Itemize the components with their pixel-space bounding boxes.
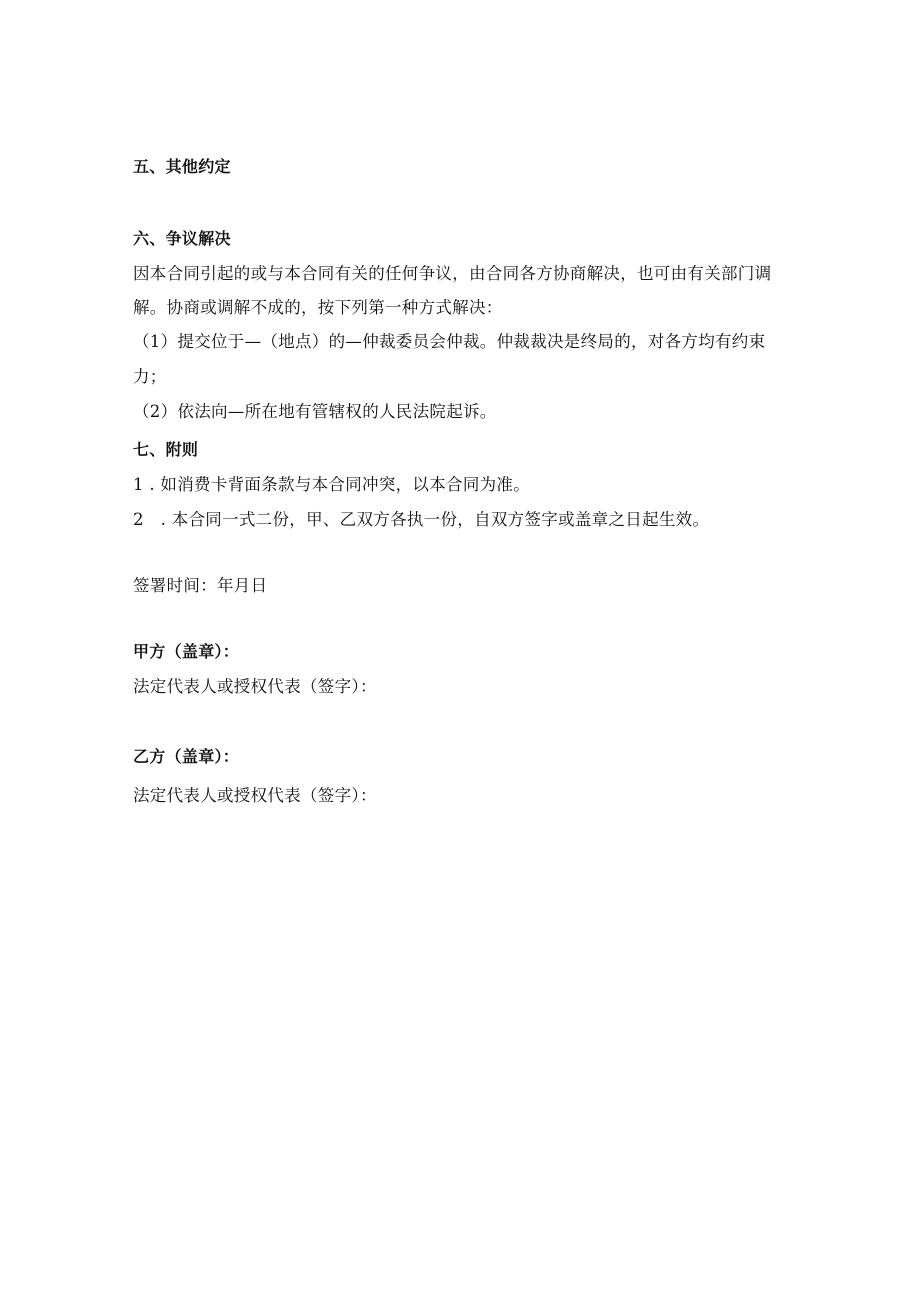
party-a-representative-label: 法定代表人或授权代表（签字）： — [133, 677, 377, 696]
section-6-paragraph-line-1: 因本合同引起的或与本合同有关的任何争议，由合同各方协商解决，也可由有关部门调 — [133, 264, 772, 283]
section-7-item-2: 2 . 本合同一式二份，甲、乙双方各执一份，自双方签字或盖章之日起生效。 — [133, 510, 710, 529]
party-b-representative-label: 法定代表人或授权代表（签字）： — [133, 786, 377, 805]
section-5-title: 五、其他约定 — [133, 157, 231, 176]
section-6-paragraph-line-2: 解。协商或调解不成的，按下列第一种方式解决： — [133, 298, 503, 317]
section-6-title: 六、争议解决 — [133, 229, 231, 248]
party-b-seal-label: 乙方（盖章）： — [133, 747, 240, 766]
party-a-seal-label: 甲方（盖章）： — [133, 642, 240, 661]
section-7-title: 七、附则 — [133, 440, 199, 459]
signing-date-label: 签署时间：年月日 — [133, 576, 268, 595]
section-6-item-2: （2）依法向—所在地有管辖权的人民法院起诉。 — [133, 402, 497, 421]
section-6-item-1-line-2: 力； — [133, 367, 167, 386]
section-6-item-1-line-1: （1）提交位于—（地点）的—仲裁委员会仲裁。仲裁裁决是终局的，对各方均有约束 — [133, 332, 766, 351]
section-7-item-1: 1 . 如消费卡背面条款与本合同冲突，以本合同为准。 — [133, 475, 531, 494]
